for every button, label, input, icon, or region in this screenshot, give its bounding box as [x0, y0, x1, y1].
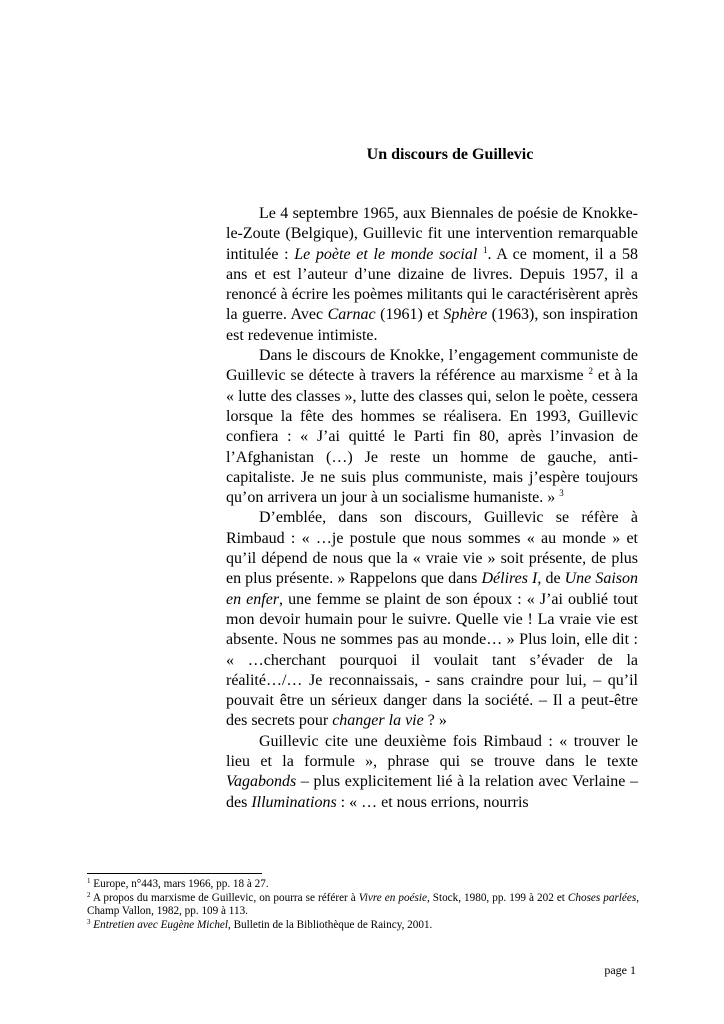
text-run: – plus explicitement lié à la relation avec Verlaine – des	[226, 773, 638, 811]
paragraph	[226, 732, 638, 813]
text-run: . A ce moment, il a 58 ans et est l’auteur d’une dizaine de livres. Depuis 1957, il a renoncé à écrire les poèmes militants qui le caractérisèrent après la guerre. Avec	[226, 245, 639, 324]
text-run: Guillevic cite une deuxième fois Rimbaud : « trouver le lieu et la formule », phrase qui se trouve dans le texte	[226, 732, 638, 771]
paragraph	[226, 508, 638, 731]
italic-text: Vagabonds	[226, 773, 297, 791]
italic-text: Carnac	[327, 306, 376, 324]
text-run: : « … et nous errions, nourris	[336, 793, 529, 811]
italic-text: Entretien avec Eugène Michel	[93, 918, 228, 931]
footnote	[87, 878, 639, 892]
footnote	[87, 919, 639, 933]
text-run: , Bulletin de la Bibliothèque de Raincy, 2001.	[228, 918, 433, 931]
footnote	[87, 892, 639, 919]
text-run: (1961) et	[375, 306, 444, 324]
text-run: et à la « lutte des classes », lutte des classes qui, selon le poète, cessera lorsque la fête des hommes se réalisera. En 1993, Guillevic confiera : « J’ai quitté le Parti fin 80, après l’invasion de l’Afghanistan (…) Je reste un homme de gauche, anti-capitaliste. Je ne suis plus communiste, mais j’espère toujours qu’on arrivera un jour à un socialisme humaniste. »	[226, 367, 638, 507]
page-number: page 1	[604, 963, 636, 977]
body-text	[226, 204, 638, 813]
italic-text: changer la vie	[332, 712, 424, 730]
italic-text: Une Saison en enfer	[226, 570, 639, 608]
italic-text: Choses parlées	[567, 891, 637, 904]
text-run: Le 4 septembre 1965, aux Biennales de poésie de Knokke-le-Zoute (Belgique), Guillevic fit une intervention remarquable intitulée :	[226, 205, 638, 263]
italic-text: Le poète et le monde social	[294, 245, 478, 263]
footnote-separator	[87, 873, 262, 874]
footnote-ref: 3	[87, 917, 91, 926]
italic-text: Délires I	[481, 570, 538, 588]
footnote-ref: 2	[87, 890, 91, 899]
italic-text: Vivre en poésie	[358, 891, 427, 904]
footnote-ref: 1	[87, 877, 91, 885]
footnotes	[87, 878, 639, 932]
text-run: Dans le discours de Knokke, l’engagement communiste de Guillevic se détecte à travers la référence au marxisme	[226, 347, 638, 385]
text-run: Europe, n°443, mars 1966, pp. 18 à 27.	[90, 878, 269, 890]
footnote-ref: 1	[482, 244, 488, 255]
text-run: (1963), son inspiration est redevenue intimiste.	[226, 306, 639, 344]
text-run: A propos du marxisme de Guillevic, on pourra se référer à	[90, 891, 359, 904]
footnote-ref: 2	[588, 366, 593, 377]
paragraph	[226, 204, 638, 346]
footnote-ref: 3	[559, 488, 564, 499]
text-run: , une femme se plaint de son époux : « J’ai oublié tout mon devoir humain pour le suivre. Quelle vie ! La vraie vie est absente. Nous ne sommes pas au monde… » Plus loin, elle dit : « …cherchant pourquoi il voulait tant s’évader de la réalité…/… Je reconnaissais, - sans craindre pour lui, – qu’il pouvait être un sérieux danger dans la société. – Il a peut-être des secrets pour	[226, 590, 638, 730]
text-run: , de	[537, 570, 565, 588]
text-run: , Stock, 1980, pp. 199 à 202 et	[426, 891, 568, 904]
paragraph	[226, 346, 638, 508]
italic-text: Sphère	[443, 306, 488, 324]
text-run: ? »	[423, 712, 447, 730]
text-run: D’emblée, dans son discours, Guillevic se réfère à Rimbaud : « …je postule que nous sommes « au monde » et qu’il dépend de nous que la « vraie vie » soit présente, de plus en plus présente. » Rappelons que dans	[226, 509, 638, 588]
page-title: Un discours de Guillevic	[366, 146, 534, 163]
text-run: , Champ Vallon, 1982, pp. 109 à 113.	[87, 891, 639, 918]
italic-text: Illuminations	[251, 793, 337, 811]
